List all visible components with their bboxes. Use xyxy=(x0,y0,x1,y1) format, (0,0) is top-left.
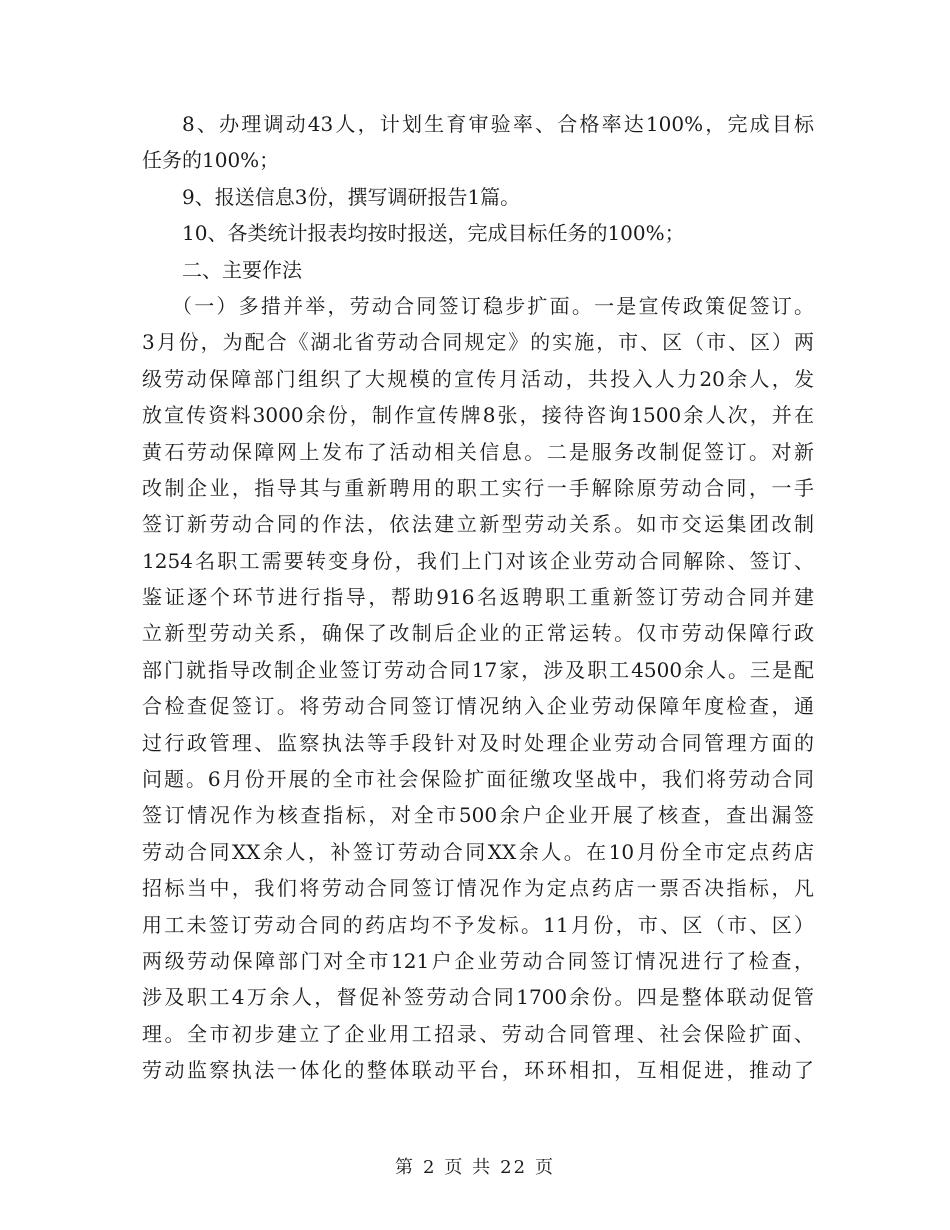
footer-total-pages: 22 xyxy=(500,1157,528,1178)
text-line: 改制企业，指导其与重新聘用的职工实行一手解除原劳动合同，一手 xyxy=(142,475,814,500)
footer-current-page: 2 xyxy=(422,1157,437,1178)
document-body xyxy=(142,106,814,1089)
text-line: 二、主要作法 xyxy=(182,257,302,282)
text-line: 放宣传资料3000余份，制作宣传牌8张，接待咨询1500余人次，并在 xyxy=(142,403,814,428)
text-line: （一）多措并举，劳动合同签订稳步扩面。一是宣传政策促签订。 xyxy=(172,293,814,318)
text-line: 9、报送信息3份，撰写调研报告1篇。 xyxy=(182,184,521,209)
text-line: 招标当中，我们将劳动合同签订情况作为定点药店一票否决指标，凡 xyxy=(142,876,814,901)
text-line: 两级劳动保障部门对全市121户企业劳动合同签订情况进行了检查， xyxy=(142,948,814,973)
text-line: 签订情况作为核查指标，对全市500余户企业开展了核查，查出漏签 xyxy=(142,803,814,828)
text-line: 鉴证逐个环节进行指导，帮助916名返聘职工重新签订劳动合同并建 xyxy=(142,585,814,610)
text-line: 合检查促签订。将劳动合同签订情况纳入企业劳动保障年度检查，通 xyxy=(142,694,814,719)
text-line: 问题。6月份开展的全市社会保险扩面征缴攻坚战中，我们将劳动合同 xyxy=(142,767,814,792)
text-line: 劳动合同XX余人，补签订劳动合同XX余人。在10月份全市定点药店 xyxy=(142,839,814,864)
text-line: 涉及职工4万余人，督促补签劳动合同1700余份。四是整体联动促管 xyxy=(142,985,814,1010)
text-line: 3月份，为配合《湖北省劳动合同规定》的实施，市、区（市、区）两 xyxy=(142,330,814,355)
footer-suffix: 页 xyxy=(535,1157,556,1178)
text-line: 级劳动保障部门组织了大规模的宣传月活动，共投入人力20余人，发 xyxy=(142,366,814,391)
footer-prefix: 第 xyxy=(394,1157,415,1178)
text-line: 过行政管理、监察执法等手段针对及时处理企业劳动合同管理方面的 xyxy=(142,730,814,755)
text-line: 10、各类统计报表均按时报送，完成目标任务的100%； xyxy=(182,221,685,246)
text-line: 签订新劳动合同的作法，依法建立新型劳动关系。如市交运集团改制 xyxy=(142,512,814,537)
text-line: 任务的100%； xyxy=(142,148,280,173)
text-line: 部门就指导改制企业签订劳动合同17家，涉及职工4500余人。三是配 xyxy=(142,657,814,682)
text-line: 8、办理调动43人，计划生育审验率、合格率达100%，完成目标 xyxy=(182,112,814,136)
text-line: 立新型劳动关系，确保了改制后企业的正常运转。仅市劳动保障行政 xyxy=(142,621,814,646)
text-line: 理。全市初步建立了企业用工招录、劳动合同管理、社会保险扩面、 xyxy=(142,1021,814,1046)
text-line: 1254名职工需要转变身份，我们上门对该企业劳动合同解除、签订、 xyxy=(142,548,814,573)
text-line: 黄石劳动保障网上发布了活动相关信息。二是服务改制促签订。对新 xyxy=(142,439,814,464)
page-footer xyxy=(0,1153,950,1179)
footer-middle: 页 共 xyxy=(444,1157,493,1178)
text-line: 用工未签订劳动合同的药店均不予发标。11月份，市、区（市、区） xyxy=(142,912,814,937)
text-line: 劳动监察执法一体化的整体联动平台，环环相扣，互相促进，推动了 xyxy=(142,1058,814,1083)
